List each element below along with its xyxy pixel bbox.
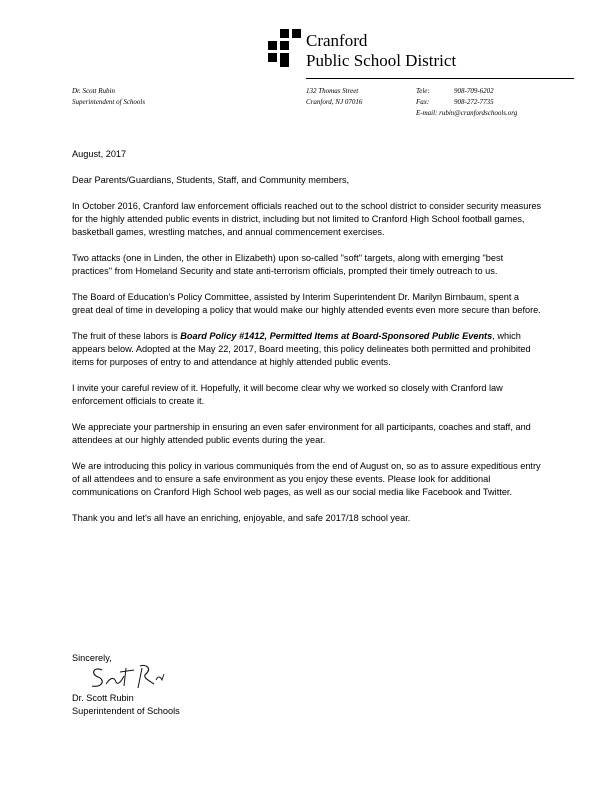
paragraph-4-rest: , which appears below. Adopted at the May 22, 2017, Board meeting, this policy delineates both permitted and prohibited items for purposes of entry to and attendance at highly attended public events. bbox=[72, 331, 531, 367]
address-block bbox=[306, 86, 362, 108]
paragraph-3: The Board of Education's Policy Committee, assisted by Interim Superintendent Dr. Marilyn Birnbaum, spent a great deal of time in developing a policy that would make our highly attended events even more secure than before. bbox=[72, 292, 541, 315]
district-name-line1: Cranford bbox=[306, 31, 368, 50]
tele-label: Tele: bbox=[416, 87, 430, 95]
tele-row bbox=[416, 86, 517, 97]
salutation: Dear Parents/Guardians, Students, Staff, and Community members, bbox=[72, 175, 350, 185]
tele-value: 908-709-6202 bbox=[454, 87, 494, 95]
signer-title: Superintendent of Schools bbox=[72, 706, 180, 716]
letter-date: August, 2017 bbox=[72, 149, 127, 159]
fax-row bbox=[416, 97, 517, 108]
district-name-line2: Public School District bbox=[306, 51, 457, 70]
letter-body bbox=[72, 148, 542, 538]
paragraph-6: We appreciate your partnership in ensuring an even safer environment for all participants, coaches and staff, and attendees at our highly attended public events during the year. bbox=[72, 422, 531, 445]
sender-title: Superintendent of Schools bbox=[72, 98, 146, 106]
letterhead-divider bbox=[306, 78, 574, 79]
signer-block bbox=[72, 692, 180, 718]
closing: Sincerely, bbox=[72, 653, 112, 663]
fax-value: 908-272-7735 bbox=[454, 98, 494, 106]
address-line1: 132 Thomas Street bbox=[306, 87, 359, 95]
contact-block bbox=[416, 86, 517, 119]
address-line2: Cranford, NJ 07016 bbox=[306, 98, 363, 106]
sender-block bbox=[72, 86, 145, 108]
paragraph-7: We are introducing this policy in various communiqués from the end of August on, so as to assure expeditious entry of all attendees and to ensure a safe environment as you enjoy these events. Please look for additional communications on Cranford High School web pages, as well as our social media like Facebook and Twitter. bbox=[72, 461, 541, 497]
paragraph-4 bbox=[72, 330, 542, 369]
paragraph-8: Thank you and let's all have an enriching, enjoyable, and safe 2017/18 school year. bbox=[72, 513, 411, 523]
district-name bbox=[306, 31, 456, 71]
district-logo-icon bbox=[268, 29, 302, 67]
paragraph-4-intro: The fruit of these labors is bbox=[72, 331, 181, 341]
signer-name: Dr. Scott Rubin bbox=[72, 693, 134, 703]
sender-name: Dr. Scott Rubin bbox=[72, 87, 115, 95]
handwritten-signature bbox=[88, 662, 168, 692]
paragraph-5: I invite your careful review of it. Hopefully, it will become clear why we worked so closely with Cranford law enforcement officials to create it. bbox=[72, 383, 503, 406]
fax-label: Fax: bbox=[416, 98, 430, 106]
policy-title: Board Policy #1412, Permitted Items at Board-Sponsored Public Events bbox=[180, 331, 493, 341]
paragraph-2: Two attacks (one in Linden, the other in Elizabeth) upon so-called "soft" targets, along with emerging "best practices" from Homeland Security and state anti-terrorism officials, prompted their timely outreach to us. bbox=[72, 253, 504, 276]
email-line: E-mail: rubin@cranfordschools.org bbox=[416, 109, 518, 117]
paragraph-1: In October 2016, Cranford law enforcement officials reached out to the school district to consider security measures for the highly attended public events in district, including but not limited to Cranford High School football games, basketball games, wrestling matches, and annual commencement exercises. bbox=[72, 201, 542, 237]
